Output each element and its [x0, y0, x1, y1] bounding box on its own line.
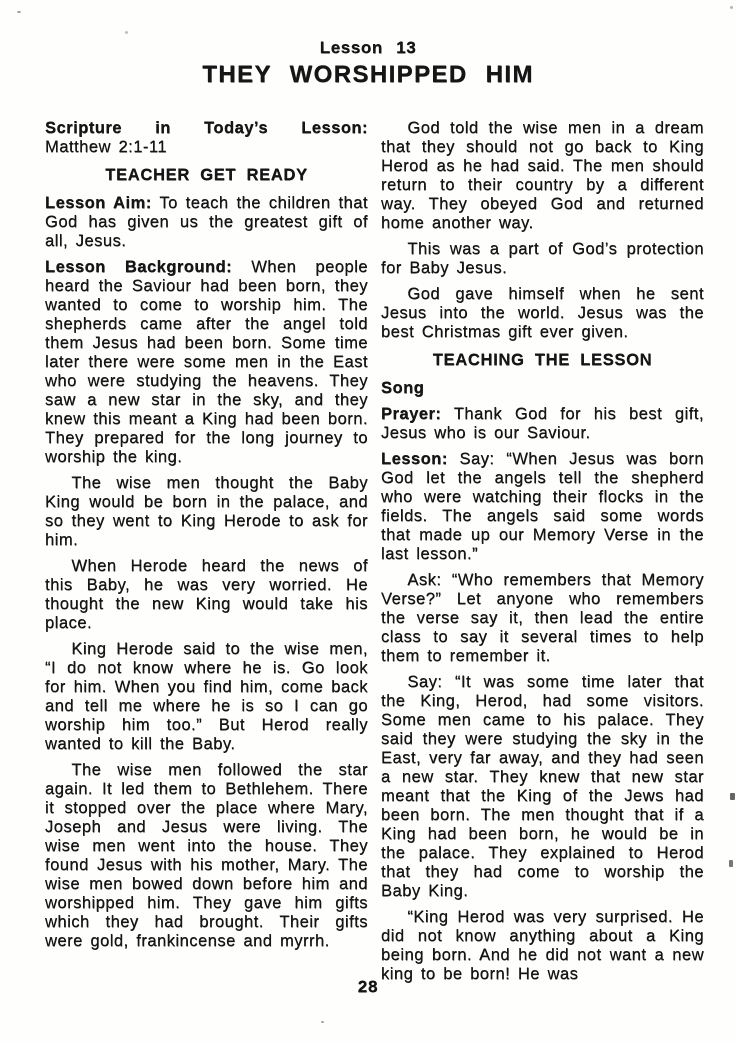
scripture-label: Scripture in Today’s Lesson:	[45, 119, 368, 137]
section-heading-teaching-the-lesson: TEACHING THE LESSON	[432, 351, 653, 369]
paragraph-herode-worried: When Herode heard the news of this Baby, he was very worried. He thought the new King would take his place.	[45, 557, 368, 632]
prayer-label: Prayer:	[381, 405, 442, 423]
scripture-block	[45, 119, 368, 157]
paragraph-best-gift: God gave himself when he sent Jesus into the world. Jesus was the best Christmas gift ever given.	[381, 285, 704, 341]
page-number: 28	[357, 977, 379, 996]
lesson-background-text: When people heard the Saviour had been born, they wanted to come to worship him. The shepherds came after the angel told them Jesus had been born. Some time later there were some men in the East who were studying the heavens. They saw a new star in the sky, and they knew this meant a King had been born. They prepared for the long journey to worship the king.	[45, 258, 368, 466]
scan-speck	[125, 31, 128, 34]
scan-speck	[729, 860, 733, 867]
prayer-text: Thank God for his best gift, Jesus who is our Saviour.	[381, 405, 704, 442]
left-column	[45, 119, 368, 991]
lesson-label: Lesson:	[381, 450, 448, 468]
scan-speck	[730, 793, 735, 800]
song-label: Song	[381, 379, 425, 397]
paragraph-wise-men-thought: The wise men thought the Baby King would be born in the palace, and so they went to King Herode to ask for him.	[45, 474, 368, 549]
paragraph-gods-protection: This was a part of God’s protection for Baby Jesus.	[381, 240, 704, 277]
section-heading-teacher-get-ready: TEACHER GET READY	[105, 166, 308, 184]
lesson-text: Say: “When Jesus was born God let the angels tell the shepherd who were watching their flocks in the fields. The angels said some words that made up our Memory Verse in the last lesson.”	[381, 450, 704, 563]
prayer-paragraph	[381, 405, 704, 443]
paragraph-herode-said: King Herode said to the wise men, “I do not know where he is. Go look for him. When you find him, come back and tell me where he is so I can go worship him too.” But Herod really wanted to kill the Baby.	[45, 640, 368, 753]
right-column	[381, 119, 704, 991]
lesson-aim-paragraph	[45, 194, 368, 251]
page-title: THEY WORSHIPPED HIM	[202, 61, 534, 88]
scan-speck	[730, 6, 733, 9]
paragraph-ask-memory-verse: Ask: “Who remembers that Memory Verse?” Let anyone who remembers the verse say it, then lead the entire class to say it several times to help them to remember it.	[381, 571, 704, 665]
paragraph-king-herod-surprised: “King Herod was very surprised. He did not know anything about a King being born. And he did not want a new king to be born! He was	[381, 908, 704, 983]
lesson-background-paragraph	[45, 258, 368, 467]
lesson-say-paragraph	[381, 450, 704, 564]
lesson-number-label: Lesson 13	[319, 38, 417, 57]
scan-speck	[321, 1021, 324, 1023]
scan-speck	[17, 11, 21, 13]
two-column-body	[45, 119, 704, 991]
paragraph-dream-warning: God told the wise men in a dream that they should not go back to King Herod as he had said. The men should return to their country by a different way. They obeyed God and returned home another way.	[381, 119, 704, 232]
paragraph-say-visitors: Say: “It was some time later that the King, Herod, had some visitors. Some men came to his palace. They said they were studying the sky in the East, very far away, and they had seen a new star. They knew that new star meant that the King of the Jews had been born. The men thought that if a King had been born, he would be in the palace. They explained to Herod that they had come to worship the Baby King.	[381, 673, 704, 900]
lesson-background-label: Lesson Background:	[45, 258, 233, 276]
scripture-reference: Matthew 2:1-11	[45, 138, 168, 156]
lesson-aim-text: To teach the children that God has given us the greatest gift of all, Jesus.	[45, 194, 368, 250]
paragraph-followed-star: The wise men followed the star again. It led them to Bethlehem. There it stopped over the place where Mary, Joseph and Jesus were living. The wise men went into the house. They found Jesus with his mother, Mary. The wise men bowed down before him and worshipped him. They gave him gifts which they had brought. Their gifts were gold, frankincense and myrrh.	[45, 761, 368, 950]
lesson-aim-label: Lesson Aim:	[45, 194, 152, 212]
page-header	[0, 0, 736, 89]
